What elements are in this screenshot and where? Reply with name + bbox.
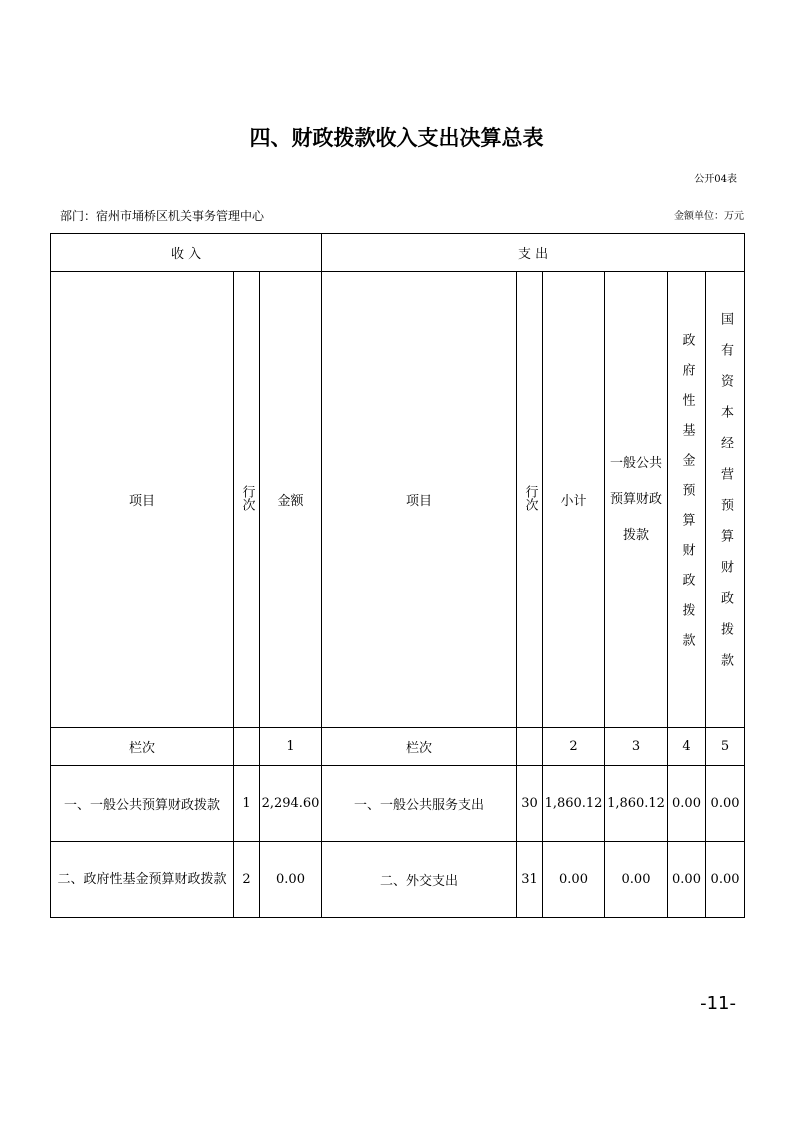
expense-item-cell: 一、一般公共服务支出 — [322, 766, 517, 842]
column-number-row — [51, 728, 745, 766]
column-blank-2 — [517, 728, 543, 766]
table-header-row — [51, 234, 745, 272]
income-row-no-header — [234, 272, 260, 728]
gov-fund-cell: 0.00 — [668, 766, 706, 842]
column-label: 栏次 — [51, 728, 234, 766]
column-5: 5 — [706, 728, 745, 766]
subtotal-header: 小计 — [543, 272, 605, 728]
column-2: 2 — [543, 728, 605, 766]
income-row-no-label: 行次 — [239, 484, 255, 511]
column-3: 3 — [605, 728, 668, 766]
table-column-header-row — [51, 272, 745, 728]
income-item-cell: 一、一般公共预算财政拨款 — [51, 766, 234, 842]
table-row — [51, 766, 745, 842]
department-label: 部门：宿州市埇桥区机关事务管理中心 — [60, 209, 265, 223]
column-1: 1 — [260, 728, 322, 766]
gov-fund-label: 政府性基金预算财政拨款 — [679, 332, 695, 663]
column-blank — [234, 728, 260, 766]
budget-summary-table — [50, 233, 745, 918]
column-label-2: 栏次 — [322, 728, 517, 766]
expense-line-cell: 31 — [517, 842, 543, 918]
page-number: -11- — [700, 993, 736, 1014]
state-capital-cell: 0.00 — [706, 842, 745, 918]
income-amount-cell: 2,294.60 — [260, 766, 322, 842]
form-number: 公开04表 — [694, 174, 737, 185]
expense-header: 支 出 — [322, 234, 745, 272]
income-amount-cell: 0.00 — [260, 842, 322, 918]
subtotal-cell: 1,860.12 — [543, 766, 605, 842]
income-amount-header: 金额 — [260, 272, 322, 728]
state-capital-label: 国有资本经营预算财政拨款 — [718, 311, 734, 684]
income-item-header: 项目 — [51, 272, 234, 728]
general-budget-cell: 0.00 — [605, 842, 668, 918]
expense-line-cell: 30 — [517, 766, 543, 842]
income-item-cell: 二、政府性基金预算财政拨款 — [51, 842, 234, 918]
table-row — [51, 842, 745, 918]
income-line-cell: 2 — [234, 842, 260, 918]
expense-item-header: 项目 — [322, 272, 517, 728]
general-budget-header: 一般公共预算财政拨款 — [605, 272, 668, 728]
state-capital-cell: 0.00 — [706, 766, 745, 842]
expense-row-no-label: 行次 — [522, 484, 538, 511]
page-title: 四、财政拨款收入支出决算总表 — [249, 126, 544, 150]
expense-row-no-header — [517, 272, 543, 728]
expense-item-cell: 二、外交支出 — [322, 842, 517, 918]
state-capital-header — [706, 272, 745, 728]
amount-unit-label: 金额单位：万元 — [674, 211, 744, 222]
income-line-cell: 1 — [234, 766, 260, 842]
subtotal-cell: 0.00 — [543, 842, 605, 918]
income-header: 收 入 — [51, 234, 322, 272]
column-4: 4 — [668, 728, 706, 766]
general-budget-cell: 1,860.12 — [605, 766, 668, 842]
gov-fund-cell: 0.00 — [668, 842, 706, 918]
gov-fund-header — [668, 272, 706, 728]
